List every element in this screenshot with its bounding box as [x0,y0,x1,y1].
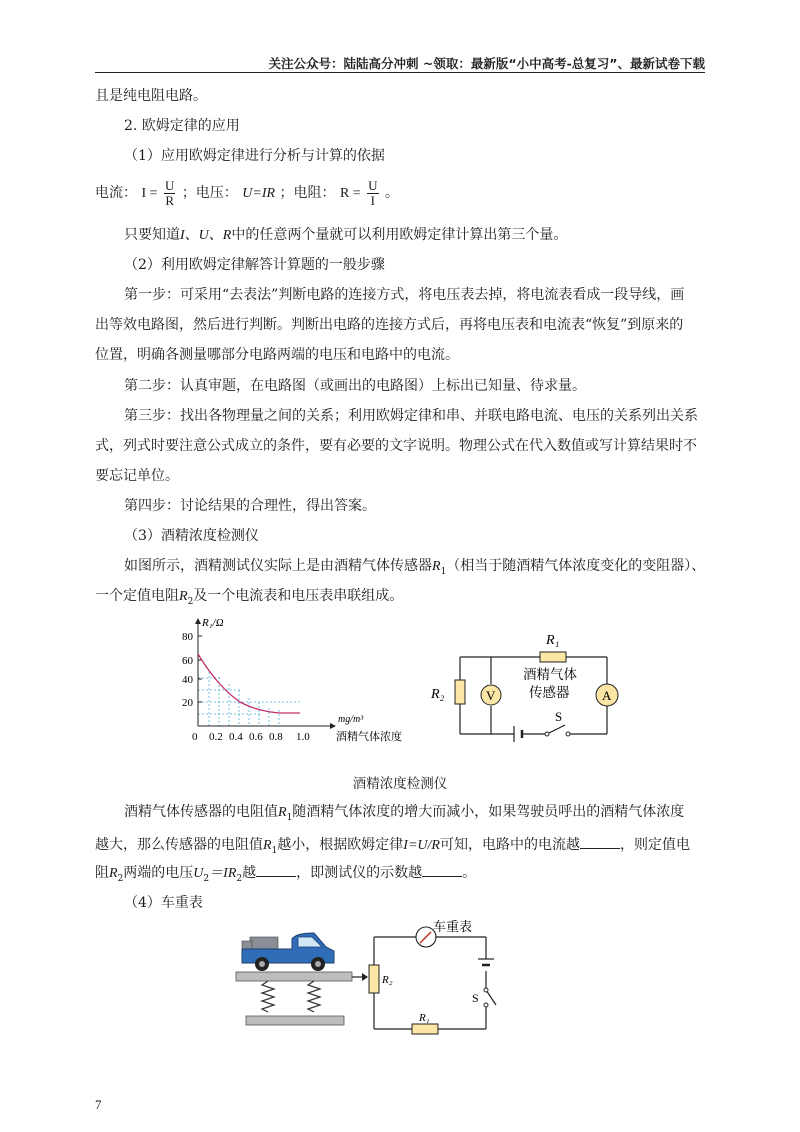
p17-text-a: 酒精气体传感器的电阻值 [124,804,278,820]
xtick-0-2: 0.2 [209,731,223,743]
p16-r: R [179,589,188,604]
page-header: 关注公众号：陆陆高分冲刺 ~领取：最新版“小中高考-总复习”、最新试卷下载 [268,56,705,71]
xtick-0-8: 0.8 [269,731,283,743]
subheading-4: （4）车重表 [124,895,203,911]
r1-label: R₁ [546,633,560,648]
r1-label-2: R₁ [419,1012,430,1024]
current-label: 电流： [95,185,137,201]
axis-ticks [198,636,202,702]
paragraph-13: 第四步：讨论结果的合理性，得出答案。 [124,498,376,514]
weigh-platform [236,972,352,981]
header-divider [95,72,705,73]
p19-sub: 2 [117,873,124,884]
figure-caption: 酒精浓度检测仪 [352,776,448,792]
p18-text-b: 越小，根据欧姆定律 [277,837,404,853]
truck-icon [242,933,334,971]
current-lhs: I = [141,186,158,201]
p16-text-b: 及一个电流表和电压表串联组成。 [193,588,404,604]
truck-scale-diagram [230,915,510,1040]
answer-blank-3[interactable] [422,862,462,877]
voltage-expression: U=IR [242,186,276,201]
page-number: 7 [95,1097,102,1112]
formula-end: 。 [384,185,399,201]
base-plate [246,1016,344,1025]
p19-usub: 2 [203,873,210,884]
r2-rheostat [369,965,379,993]
resistance-denominator: I [370,192,375,208]
spring-right [308,981,320,1012]
spring-left [262,981,274,1012]
p16-sub: 2 [187,596,194,607]
p4-text-b: 中的任意两个量就可以利用欧姆定律计算出第三个量。 [231,227,568,243]
paragraph-0: 且是纯电阻电路。 [95,88,207,104]
xtick-0-6: 0.6 [249,731,263,743]
y-axis-arrow [195,618,201,624]
p16-text-a: 一个定值电阻 [95,588,179,604]
p17-sub: 1 [286,812,293,823]
ohm-formula-line [95,178,715,208]
p18-r: R [263,838,272,853]
switch2-pivot [484,988,488,992]
xtick-1-0: 1.0 [296,731,310,743]
section-heading-2: 2. 欧姆定律的应用 [124,118,240,134]
p19-text-b: 两端的电压 [123,865,194,881]
p19-rsub: 2 [236,873,243,884]
paragraph-17 [124,802,744,828]
slider-arrow [362,973,368,981]
p19-eq: ＝IR [209,866,237,881]
paragraph-15 [124,556,744,582]
p19-r: R [109,866,118,881]
paragraph-6: 第一步：可采用“去表法”判断电路的连接方式，将电压表去掉，将电流表看成一段导线，画 [124,287,685,303]
resistance-fraction [367,179,378,208]
p15-sub: 1 [440,566,447,577]
graph-grid [198,672,300,726]
graph-ylabel: R₁/Ω [202,617,224,629]
r2-resistor [455,680,465,704]
current-numerator: U [164,177,175,193]
scale-meter-label: 车重表 [433,919,473,934]
switch2-contact [484,1003,488,1007]
subheading-3: （3）酒精浓度检测仪 [124,528,259,544]
switch-contact [566,732,570,736]
r2-label: R₂ [431,687,445,702]
paragraph-16 [95,586,715,612]
p19-u: U [193,866,204,881]
xtick-0-4: 0.4 [229,731,243,743]
subheading-1: （1）应用欧姆定律进行分析与计算的依据 [124,148,385,164]
p19-text-e: 。 [462,865,477,881]
p19-text-a: 阻 [95,865,109,881]
p18-text-d: ，则定值电 [619,837,690,853]
paragraph-8: 位置，明确各测量哪部分电路两端的电压和电路中的电流。 [95,347,459,363]
ytick-60: 60 [182,655,193,667]
answer-blank-1[interactable] [580,834,620,849]
p4-vars: I、U、R [180,228,232,243]
paragraph-12: 要忘记单位。 [95,468,179,484]
paragraph-9: 第二步：认真审题，在电路图（或画出的电路图）上标出已知量、待求量。 [124,378,586,394]
xtick-0: 0 [192,731,198,743]
voltmeter-label: V [486,688,496,703]
graph-xlabel-cn: 酒精气体浓度 [336,731,402,743]
sensor-label-line2: 传感器 [529,685,570,700]
paragraph-11: 式，列式时要注意公式成立的条件，要有必要的文字说明。物理公式在代入数值或写计算结果时不 [95,438,697,454]
p18-text-a: 越大，那么传感器的电阻值 [95,837,263,853]
p15-text-b: （相当于随酒精气体浓度变化的变阻器）、 [446,558,706,574]
resistance-curve [198,654,300,713]
switch-pivot [545,732,549,736]
switch-label: S [555,709,563,724]
p17-r: R [278,805,287,820]
p15-r: R [432,559,441,574]
p15-text-a: 如图所示，酒精测试仪实际上是由酒精气体传感器 [124,558,432,574]
p4-text-a: 只要知道 [124,227,180,243]
current-denominator: R [165,192,174,208]
p17-text-b: 随酒精气体浓度的增大而减小，如果驾驶员呼出的酒精气体浓度 [292,804,685,820]
r1-resistor [540,652,566,662]
sensor-resistance-graph [180,612,420,752]
paragraph-4 [124,225,744,246]
ytick-40: 40 [182,674,193,686]
current-fraction [164,179,175,208]
ammeter-label: A [602,688,612,703]
subheading-2: （2）利用欧姆定律解答计算题的一般步骤 [124,257,385,273]
paragraph-18 [95,834,715,861]
ytick-80: 80 [182,631,193,643]
x-axis-arrow [330,723,336,729]
sensor-label-line1: 酒精气体 [523,667,577,682]
p18-sub: 1 [271,845,278,856]
p18-text-c: 可知，电路中的电流越 [439,837,580,853]
graph-xlabel-unit: mg/m³ [338,714,364,725]
p19-text-d: ，即测试仪的示数越 [296,865,423,881]
switch2-label: S [472,991,479,1005]
r1-resistor-2 [412,1024,438,1034]
r2-label-2: R₂ [382,974,393,986]
answer-blank-2[interactable] [256,862,296,877]
p19-text-c: 越 [242,865,257,881]
resistance-lhs: R = [339,186,361,201]
p18-ohms-law: I=U/R [403,838,440,853]
paragraph-10: 第三步：找出各物理量之间的关系；利用欧姆定律和串、并联电路电流、电压的关系列出关系 [124,408,698,424]
voltage-label: ；电压： [181,185,238,201]
alcohol-tester-circuit [425,622,645,752]
ytick-20: 20 [182,697,193,709]
paragraph-7: 出等效电路图，然后进行判断。判断出电路的连接方式后，再将电压表和电流表“恢复”到原来的 [95,317,684,333]
paragraph-19 [95,862,715,889]
resistance-label: ；电阻： [279,185,336,201]
resistance-numerator: U [368,177,378,193]
